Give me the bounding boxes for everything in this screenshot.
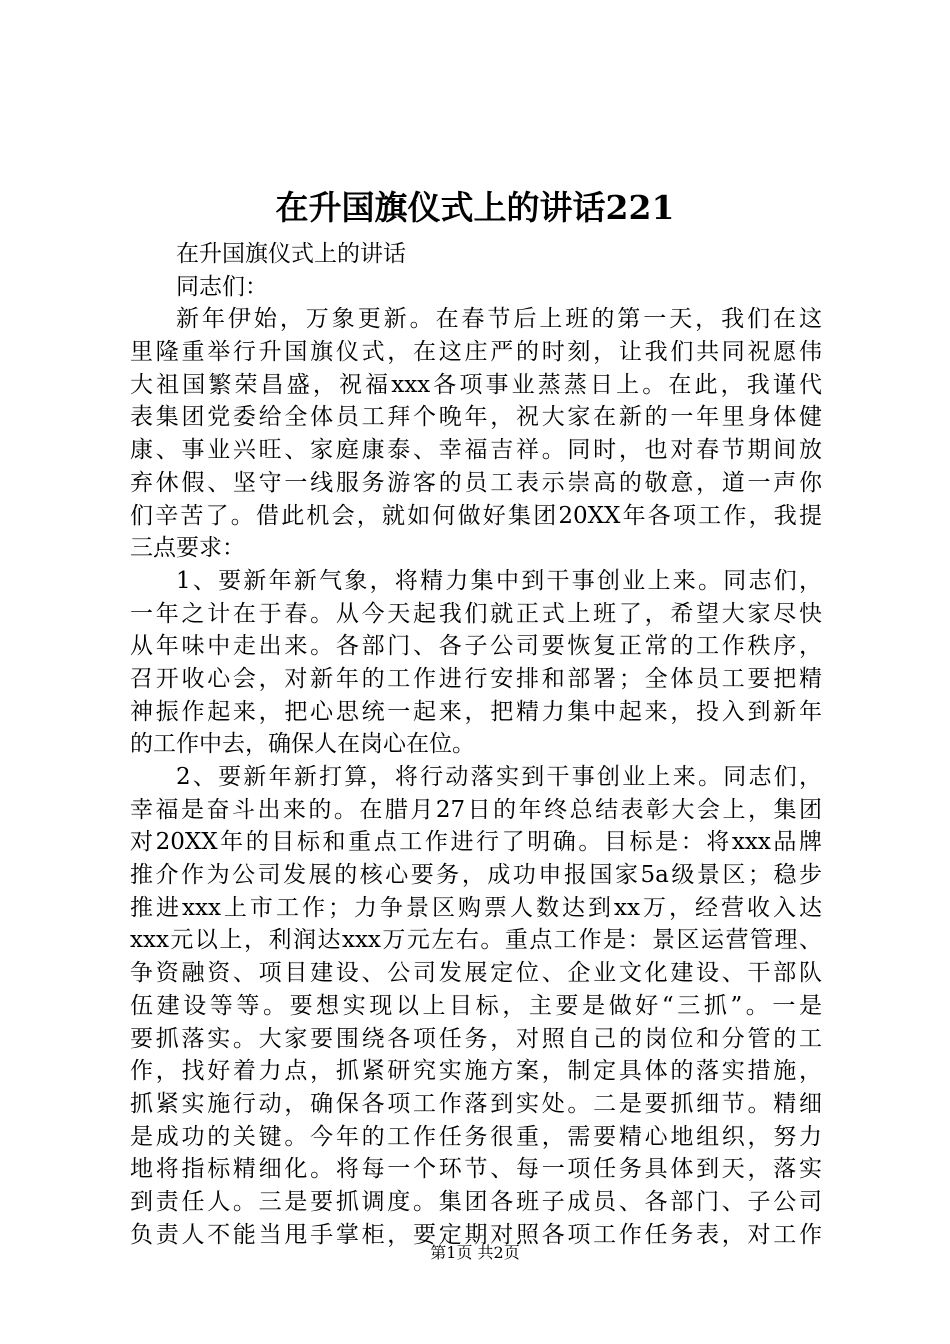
body-text-line: 的工作中去，确保人在岗心在位。: [130, 731, 475, 758]
body-text-line: 召开收心会，对新年的工作进行安排和部署；全体员工要把精: [130, 665, 822, 692]
body-text-line: 要抓落实。大家要围绕各项任务，对照自己的岗位和分管的工: [130, 1025, 822, 1052]
body-text-line: 表集团党委给全体员工拜个晚年，祝大家在新的一年里身体健: [130, 404, 822, 431]
body-text-line: 负责人不能当甩手掌柜，要定期对照各项工作任务表，对工作: [130, 1221, 822, 1248]
body-text-line: xxx元以上，利润达xxx万元左右。重点工作是：景区运营管理、: [130, 927, 822, 954]
body-text-line: 对20XX年的目标和重点工作进行了明确。目标是：将xxx品牌: [130, 829, 822, 856]
body-text-line: 推进xxx上市工作；力争景区购票人数达到xx万，经营收入达: [130, 894, 822, 921]
document-body: [130, 238, 822, 1251]
body-text-line: 幸福是奋斗出来的。在腊月27日的年终总结表彰大会上，集团: [130, 796, 822, 823]
body-text-line: 推介作为公司发展的核心要务，成功申报国家5a级景区；稳步: [130, 862, 822, 889]
body-text-line: 一年之计在于春。从今天起我们就正式上班了，希望大家尽快: [130, 600, 822, 627]
body-text-line: 争资融资、项目建设、公司发展定位、企业文化建设、干部队: [130, 960, 822, 987]
body-text-line: 抓紧实施行动，确保各项工作落到实处。二是要抓细节。精细: [130, 1090, 822, 1117]
body-text-line: 弃休假、坚守一线服务游客的员工表示崇高的敬意，道一声你: [130, 469, 822, 496]
document-title: 在升国旗仪式上的讲话221: [275, 188, 675, 227]
body-text-line: 里隆重举行升国旗仪式，在这庄严的时刻，让我们共同祝愿伟: [130, 339, 822, 366]
body-text-line: 到责任人。三是要抓调度。集团各班子成员、各部门、子公司: [130, 1188, 822, 1215]
body-text-line: 神振作起来，把心思统一起来，把精力集中起来，投入到新年: [130, 698, 822, 725]
body-text-line: 新年伊始，万象更新。在春节后上班的第一天，我们在这: [176, 306, 822, 333]
page-footer: 第1页 共2页: [430, 1243, 520, 1262]
body-text-line: 三点要求：: [130, 535, 245, 562]
body-text-line: 地将指标精细化。将每一个环节、每一项任务具体到天，落实: [130, 1156, 822, 1183]
body-text-line: 大祖国繁荣昌盛，祝福xxx各项事业蒸蒸日上。在此，我谨代: [130, 371, 822, 398]
body-text-line: 们辛苦了。借此机会，就如何做好集团20XX年各项工作，我提: [130, 502, 822, 529]
body-text-line: 从年味中走出来。各部门、各子公司要恢复正常的工作秩序，: [130, 633, 822, 660]
body-text-line: 1、要新年新气象，将精力集中到干事创业上来。同志们，: [176, 567, 822, 594]
body-text-line: 伍建设等等。要想实现以上目标，主要是做好“三抓”。一是: [130, 992, 822, 1019]
body-text-line: 康、事业兴旺、家庭康泰、幸福吉祥。同时，也对春节期间放: [130, 437, 822, 464]
body-text-line: 在升国旗仪式上的讲话: [176, 241, 406, 267]
body-text-line: 同志们：: [176, 273, 268, 300]
body-text-line: 是成功的关键。今年的工作任务很重，需要精心地组织，努力: [130, 1123, 822, 1150]
body-text-line: 作，找好着力点，抓紧研究实施方案，制定具体的落实措施，: [130, 1058, 822, 1085]
body-text-line: 2、要新年新打算，将行动落实到干事创业上来。同志们，: [176, 764, 822, 790]
